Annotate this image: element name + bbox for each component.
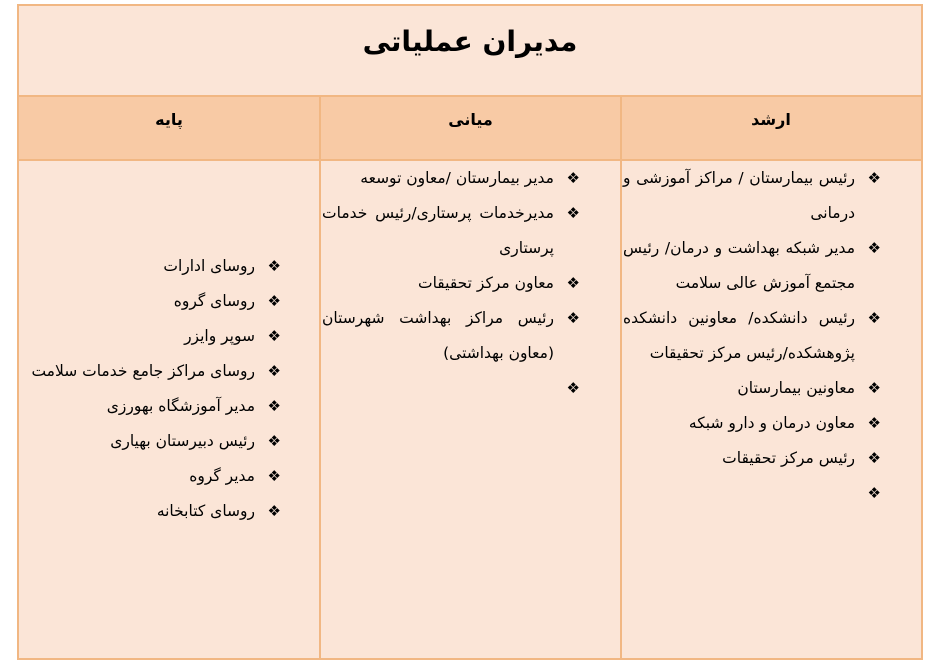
list-item bbox=[21, 389, 285, 424]
diamond-bullet-icon: ❖ bbox=[867, 379, 881, 397]
list-item bbox=[322, 196, 584, 266]
diamond-bullet-icon: ❖ bbox=[867, 414, 881, 432]
column-divider bbox=[620, 97, 622, 658]
list-item bbox=[322, 266, 584, 301]
list-item-text: معاون درمان و دارو شبکه bbox=[688, 414, 855, 432]
title-row bbox=[19, 6, 921, 97]
list-item-text: رئیس دانشکده/ معاونین دانشکده پژوهشکده/رئیس مرکز تحقیقات bbox=[623, 309, 855, 362]
diamond-bullet-icon: ❖ bbox=[867, 449, 881, 467]
list-item-text: رئیس مراکز بهداشت شهرستان (معاون بهداشتی) bbox=[322, 309, 554, 362]
diamond-bullet-icon: ❖ bbox=[267, 432, 281, 450]
list-item bbox=[623, 231, 885, 301]
list-item-text: رئیس مرکز تحقیقات bbox=[722, 449, 855, 467]
list-item-text: روسای گروه bbox=[173, 292, 255, 310]
list-item-text: روسای ادارات bbox=[163, 257, 255, 275]
middle-list bbox=[322, 161, 584, 397]
list-item bbox=[21, 354, 285, 389]
list-item-text: رئیس بیمارستان / مراکز آموزشی و درمانی bbox=[623, 169, 855, 222]
senior-list bbox=[623, 161, 885, 502]
diamond-bullet-icon: ❖ bbox=[267, 502, 281, 520]
list-item bbox=[623, 301, 885, 371]
diamond-bullet-icon: ❖ bbox=[867, 169, 881, 187]
column-base bbox=[21, 161, 285, 529]
list-item bbox=[21, 249, 285, 284]
list-item bbox=[623, 161, 885, 231]
diamond-bullet-icon: ❖ bbox=[267, 327, 281, 345]
list-item-text: معاون مرکز تحقیقات bbox=[417, 274, 554, 292]
table-title: مدیران عملیاتی bbox=[362, 25, 578, 58]
diamond-bullet-icon: ❖ bbox=[267, 467, 281, 485]
diamond-bullet-icon: ❖ bbox=[867, 239, 881, 257]
list-item bbox=[322, 161, 584, 196]
column-senior bbox=[623, 161, 885, 502]
list-item bbox=[21, 424, 285, 459]
list-item-text: مدیر گروه bbox=[189, 467, 255, 485]
list-item bbox=[623, 406, 885, 441]
list-item-text: روسای مراکز جامع خدمات سلامت bbox=[31, 362, 255, 380]
base-list bbox=[21, 249, 285, 529]
header-base: پایه bbox=[155, 109, 183, 129]
list-item bbox=[322, 301, 584, 371]
diamond-bullet-icon: ❖ bbox=[566, 379, 580, 397]
column-divider bbox=[319, 97, 321, 658]
list-item bbox=[21, 494, 285, 529]
list-item-text: مدیرخدمات پرستاری/رئیس خدمات پرستاری bbox=[322, 204, 554, 257]
list-item-text: مدیر بیمارستان /معاون توسعه bbox=[360, 169, 554, 187]
list-item bbox=[623, 441, 885, 476]
diamond-bullet-icon: ❖ bbox=[267, 292, 281, 310]
diamond-bullet-icon: ❖ bbox=[566, 204, 580, 222]
list-item-text: معاونین بیمارستان bbox=[737, 379, 855, 397]
diamond-bullet-icon: ❖ bbox=[566, 169, 580, 187]
header-senior: ارشد bbox=[751, 109, 791, 129]
diamond-bullet-icon: ❖ bbox=[566, 309, 580, 327]
list-item-text: رئیس دبیرستان بهیاری bbox=[110, 432, 255, 450]
list-item bbox=[623, 371, 885, 406]
list-item-text: روسای کتابخانه bbox=[156, 502, 255, 520]
diamond-bullet-icon: ❖ bbox=[267, 397, 281, 415]
list-item bbox=[21, 319, 285, 354]
diamond-bullet-icon: ❖ bbox=[267, 257, 281, 275]
header-middle: میانی bbox=[448, 109, 493, 129]
list-item-text: مدیر آموزشگاه بهورزی bbox=[106, 397, 255, 415]
list-item-text: سوپر وایزر bbox=[184, 327, 255, 345]
diamond-bullet-icon: ❖ bbox=[867, 309, 881, 327]
list-item bbox=[21, 284, 285, 319]
diamond-bullet-icon: ❖ bbox=[867, 484, 881, 502]
list-item bbox=[21, 459, 285, 494]
list-item-text: مدیر شبکه بهداشت و درمان/ رئیس مجتمع آموزش عالی سلامت bbox=[623, 239, 855, 292]
column-middle bbox=[322, 161, 584, 397]
diamond-bullet-icon: ❖ bbox=[566, 274, 580, 292]
diamond-bullet-icon: ❖ bbox=[267, 362, 281, 380]
managers-table bbox=[17, 4, 923, 660]
